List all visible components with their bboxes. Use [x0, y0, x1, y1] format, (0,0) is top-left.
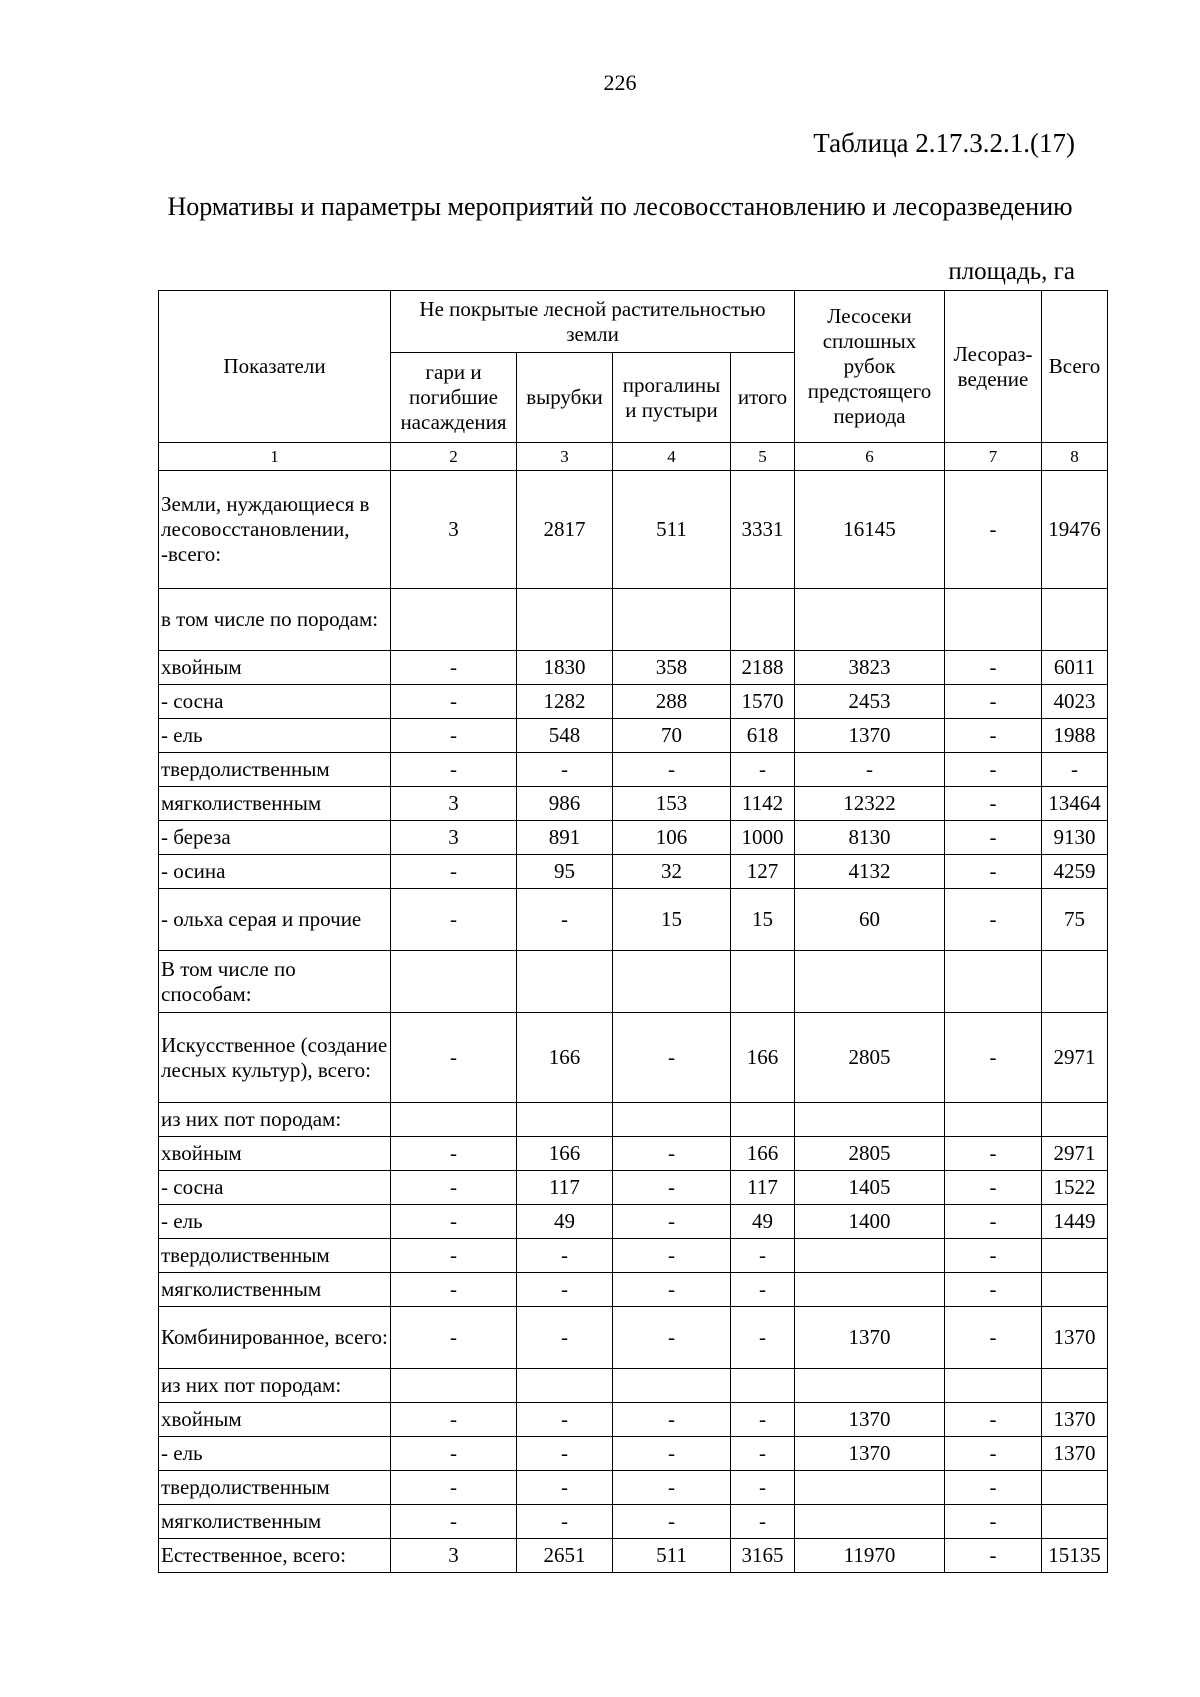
- row-label: Естественное, всего:: [159, 1539, 391, 1573]
- cell-afforestation: -: [945, 855, 1042, 889]
- row-label: - сосна: [159, 685, 391, 719]
- cell-clearcut: 1370: [795, 1437, 945, 1471]
- cell-burned: -: [391, 685, 517, 719]
- cell-cuttings: -: [517, 1273, 613, 1307]
- table-row: [159, 951, 1108, 1013]
- cell-subtotal: [731, 1369, 795, 1403]
- cell-burned: 3: [391, 787, 517, 821]
- column-numbers-row: [159, 443, 1108, 471]
- table-row: [159, 471, 1108, 589]
- cell-clearcut: 2805: [795, 1137, 945, 1171]
- cell-cuttings: [517, 589, 613, 651]
- cell-clearcut: 60: [795, 889, 945, 951]
- cell-glades: -: [613, 1013, 731, 1103]
- table-row: [159, 719, 1108, 753]
- cell-glades: -: [613, 1205, 731, 1239]
- cell-total: [1042, 1103, 1108, 1137]
- column-number: 1: [159, 443, 391, 471]
- row-label: мягколиственным: [159, 787, 391, 821]
- cell-afforestation: -: [945, 1171, 1042, 1205]
- cell-subtotal: -: [731, 753, 795, 787]
- cell-total: 4023: [1042, 685, 1108, 719]
- row-label: мягколиственным: [159, 1273, 391, 1307]
- cell-clearcut: 2805: [795, 1013, 945, 1103]
- cell-subtotal: 1142: [731, 787, 795, 821]
- unit-label: площадь, га: [948, 258, 1075, 285]
- cell-burned: [391, 1369, 517, 1403]
- cell-cuttings: 2651: [517, 1539, 613, 1573]
- cell-burned: -: [391, 1471, 517, 1505]
- cell-total: 1988: [1042, 719, 1108, 753]
- cell-glades: 511: [613, 1539, 731, 1573]
- cell-total: 6011: [1042, 651, 1108, 685]
- table-body: [159, 443, 1108, 1573]
- cell-clearcut: [795, 1239, 945, 1273]
- table-row: [159, 787, 1108, 821]
- table-row: [159, 1307, 1108, 1369]
- cell-glades: [613, 951, 731, 1013]
- cell-total: 75: [1042, 889, 1108, 951]
- cell-afforestation: -: [945, 719, 1042, 753]
- cell-afforestation: -: [945, 821, 1042, 855]
- cell-cuttings: 1282: [517, 685, 613, 719]
- row-label: в том числе по породам:: [159, 589, 391, 651]
- cell-subtotal: 618: [731, 719, 795, 753]
- cell-subtotal: 3165: [731, 1539, 795, 1573]
- row-label: Комбинированное, всего:: [159, 1307, 391, 1369]
- cell-afforestation: -: [945, 1505, 1042, 1539]
- cell-total: 2971: [1042, 1137, 1108, 1171]
- table-row: [159, 1471, 1108, 1505]
- cell-cuttings: -: [517, 1505, 613, 1539]
- cell-clearcut: 1370: [795, 1403, 945, 1437]
- cell-subtotal: -: [731, 1403, 795, 1437]
- cell-clearcut: [795, 1505, 945, 1539]
- cell-subtotal: -: [731, 1505, 795, 1539]
- row-label: В том числе по способам:: [159, 951, 391, 1013]
- cell-glades: 511: [613, 471, 731, 589]
- row-label: твердолиственным: [159, 1239, 391, 1273]
- cell-burned: -: [391, 889, 517, 951]
- cell-cuttings: 1830: [517, 651, 613, 685]
- cell-clearcut: 1400: [795, 1205, 945, 1239]
- table-row: [159, 1403, 1108, 1437]
- cell-clearcut: 12322: [795, 787, 945, 821]
- cell-glades: 32: [613, 855, 731, 889]
- cell-burned: -: [391, 1137, 517, 1171]
- cell-total: 1522: [1042, 1171, 1108, 1205]
- cell-subtotal: 166: [731, 1137, 795, 1171]
- cell-total: -: [1042, 753, 1108, 787]
- cell-afforestation: [945, 951, 1042, 1013]
- cell-total: [1042, 1505, 1108, 1539]
- column-number: 7: [945, 443, 1042, 471]
- cell-total: [1042, 1369, 1108, 1403]
- table-row: [159, 1205, 1108, 1239]
- cell-burned: [391, 589, 517, 651]
- header-glades: прогалины и пустыри: [613, 353, 731, 443]
- cell-burned: [391, 951, 517, 1013]
- cell-glades: [613, 589, 731, 651]
- cell-burned: -: [391, 1239, 517, 1273]
- cell-afforestation: [945, 1103, 1042, 1137]
- header-afforestation: Лесораз-ведение: [945, 291, 1042, 443]
- cell-burned: -: [391, 1307, 517, 1369]
- table-row: [159, 1437, 1108, 1471]
- cell-subtotal: -: [731, 1471, 795, 1505]
- row-label: из них пот породам:: [159, 1369, 391, 1403]
- row-label: - ольха серая и прочие: [159, 889, 391, 951]
- cell-afforestation: -: [945, 1471, 1042, 1505]
- cell-afforestation: -: [945, 1205, 1042, 1239]
- cell-subtotal: [731, 1103, 795, 1137]
- page-number: 226: [603, 70, 637, 95]
- cell-subtotal: 1570: [731, 685, 795, 719]
- cell-glades: -: [613, 753, 731, 787]
- cell-total: 2971: [1042, 1013, 1108, 1103]
- row-label: твердолиственным: [159, 1471, 391, 1505]
- cell-afforestation: -: [945, 685, 1042, 719]
- cell-clearcut: [795, 1273, 945, 1307]
- cell-total: [1042, 1471, 1108, 1505]
- cell-glades: -: [613, 1239, 731, 1273]
- table-row: [159, 1369, 1108, 1403]
- header-uncovered-lands: Не покрытые лесной растительностью земли: [391, 291, 795, 353]
- cell-cuttings: 891: [517, 821, 613, 855]
- cell-burned: -: [391, 651, 517, 685]
- cell-subtotal: -: [731, 1437, 795, 1471]
- cell-total: [1042, 1239, 1108, 1273]
- column-number: 6: [795, 443, 945, 471]
- cell-burned: 3: [391, 821, 517, 855]
- cell-burned: -: [391, 1013, 517, 1103]
- cell-subtotal: 1000: [731, 821, 795, 855]
- cell-clearcut: 2453: [795, 685, 945, 719]
- cell-glades: -: [613, 1171, 731, 1205]
- row-label: хвойным: [159, 1137, 391, 1171]
- cell-clearcut: 4132: [795, 855, 945, 889]
- cell-afforestation: -: [945, 471, 1042, 589]
- cell-cuttings: [517, 951, 613, 1013]
- cell-afforestation: -: [945, 1437, 1042, 1471]
- cell-burned: -: [391, 719, 517, 753]
- cell-total: [1042, 1273, 1108, 1307]
- row-label: Искусственное (создание лесных культур), всего:: [159, 1013, 391, 1103]
- header-indicators: Показатели: [159, 291, 391, 443]
- cell-burned: 3: [391, 471, 517, 589]
- cell-subtotal: 2188: [731, 651, 795, 685]
- cell-cuttings: -: [517, 889, 613, 951]
- table-row: [159, 855, 1108, 889]
- header-burned: гари и погибшие насаждения: [391, 353, 517, 443]
- cell-subtotal: -: [731, 1239, 795, 1273]
- cell-burned: -: [391, 1273, 517, 1307]
- cell-total: 9130: [1042, 821, 1108, 855]
- cell-total: 1370: [1042, 1403, 1108, 1437]
- cell-cuttings: -: [517, 1239, 613, 1273]
- header-clearcut-areas: Лесосеки сплошных рубок предстоящего периода: [795, 291, 945, 443]
- cell-burned: 3: [391, 1539, 517, 1573]
- row-label: - сосна: [159, 1171, 391, 1205]
- cell-burned: [391, 1103, 517, 1137]
- cell-clearcut: [795, 1471, 945, 1505]
- cell-afforestation: -: [945, 1539, 1042, 1573]
- cell-glades: -: [613, 1437, 731, 1471]
- cell-glades: -: [613, 1403, 731, 1437]
- document-title: Нормативы и параметры мероприятий по лесовосстановлению и лесоразведению: [167, 192, 1073, 221]
- column-number: 4: [613, 443, 731, 471]
- cell-burned: -: [391, 1437, 517, 1471]
- cell-cuttings: 166: [517, 1013, 613, 1103]
- column-number: 5: [731, 443, 795, 471]
- column-number: 3: [517, 443, 613, 471]
- cell-clearcut: [795, 1369, 945, 1403]
- cell-glades: -: [613, 1273, 731, 1307]
- cell-clearcut: 8130: [795, 821, 945, 855]
- cell-total: 15135: [1042, 1539, 1108, 1573]
- cell-subtotal: 49: [731, 1205, 795, 1239]
- table-row: [159, 889, 1108, 951]
- table-row: [159, 1273, 1108, 1307]
- table-row: [159, 589, 1108, 651]
- cell-cuttings: [517, 1103, 613, 1137]
- cell-subtotal: [731, 589, 795, 651]
- column-number: 2: [391, 443, 517, 471]
- table-row: [159, 1171, 1108, 1205]
- table-row: [159, 1539, 1108, 1573]
- cell-total: 1370: [1042, 1307, 1108, 1369]
- table-row: [159, 685, 1108, 719]
- cell-afforestation: -: [945, 1239, 1042, 1273]
- header-cuttings: вырубки: [517, 353, 613, 443]
- cell-glades: [613, 1369, 731, 1403]
- cell-afforestation: -: [945, 651, 1042, 685]
- cell-cuttings: -: [517, 753, 613, 787]
- table-row: [159, 651, 1108, 685]
- cell-total: 4259: [1042, 855, 1108, 889]
- row-label: - ель: [159, 1205, 391, 1239]
- cell-clearcut: 3823: [795, 651, 945, 685]
- cell-subtotal: 127: [731, 855, 795, 889]
- cell-cuttings: 117: [517, 1171, 613, 1205]
- cell-cuttings: -: [517, 1471, 613, 1505]
- cell-glades: 15: [613, 889, 731, 951]
- cell-cuttings: 2817: [517, 471, 613, 589]
- row-label: твердолиственным: [159, 753, 391, 787]
- cell-afforestation: -: [945, 787, 1042, 821]
- cell-glades: 288: [613, 685, 731, 719]
- cell-subtotal: 166: [731, 1013, 795, 1103]
- cell-subtotal: -: [731, 1273, 795, 1307]
- header-subtotal: итого: [731, 353, 795, 443]
- cell-subtotal: 3331: [731, 471, 795, 589]
- cell-burned: -: [391, 1171, 517, 1205]
- table-row: [159, 1137, 1108, 1171]
- cell-cuttings: -: [517, 1307, 613, 1369]
- table-row: [159, 1103, 1108, 1137]
- cell-afforestation: [945, 589, 1042, 651]
- row-label: из них пот породам:: [159, 1103, 391, 1137]
- cell-afforestation: -: [945, 1013, 1042, 1103]
- cell-cuttings: 986: [517, 787, 613, 821]
- cell-burned: -: [391, 1403, 517, 1437]
- cell-total: 13464: [1042, 787, 1108, 821]
- cell-burned: -: [391, 1505, 517, 1539]
- cell-clearcut: [795, 1103, 945, 1137]
- cell-clearcut: 16145: [795, 471, 945, 589]
- row-label: хвойным: [159, 651, 391, 685]
- cell-glades: -: [613, 1307, 731, 1369]
- cell-total: [1042, 589, 1108, 651]
- cell-afforestation: -: [945, 1403, 1042, 1437]
- cell-subtotal: -: [731, 1307, 795, 1369]
- cell-clearcut: 1370: [795, 1307, 945, 1369]
- cell-burned: -: [391, 855, 517, 889]
- row-label: мягколиственным: [159, 1505, 391, 1539]
- table-id: Таблица 2.17.3.2.1.(17): [813, 128, 1075, 158]
- cell-subtotal: 15: [731, 889, 795, 951]
- cell-total: 1449: [1042, 1205, 1108, 1239]
- cell-glades: [613, 1103, 731, 1137]
- cell-clearcut: -: [795, 753, 945, 787]
- table-row: [159, 821, 1108, 855]
- row-label: - ель: [159, 719, 391, 753]
- cell-cuttings: 548: [517, 719, 613, 753]
- cell-burned: -: [391, 753, 517, 787]
- cell-glades: -: [613, 1137, 731, 1171]
- cell-cuttings: [517, 1369, 613, 1403]
- cell-afforestation: -: [945, 753, 1042, 787]
- row-label: Земли, нуждающиеся в лесовосстановлении, -всего:: [159, 471, 391, 589]
- cell-cuttings: 95: [517, 855, 613, 889]
- cell-afforestation: -: [945, 889, 1042, 951]
- cell-cuttings: 49: [517, 1205, 613, 1239]
- cell-clearcut: 11970: [795, 1539, 945, 1573]
- cell-clearcut: [795, 951, 945, 1013]
- cell-glades: 106: [613, 821, 731, 855]
- table-row: [159, 1013, 1108, 1103]
- row-label: хвойным: [159, 1403, 391, 1437]
- column-number: 8: [1042, 443, 1108, 471]
- cell-clearcut: 1370: [795, 719, 945, 753]
- table-row: [159, 1505, 1108, 1539]
- cell-cuttings: -: [517, 1403, 613, 1437]
- cell-total: 1370: [1042, 1437, 1108, 1471]
- cell-burned: -: [391, 1205, 517, 1239]
- row-label: - береза: [159, 821, 391, 855]
- cell-glades: 70: [613, 719, 731, 753]
- cell-cuttings: -: [517, 1437, 613, 1471]
- table-row: [159, 753, 1108, 787]
- cell-afforestation: -: [945, 1273, 1042, 1307]
- cell-glades: -: [613, 1471, 731, 1505]
- header-total: Всего: [1042, 291, 1108, 443]
- cell-glades: 358: [613, 651, 731, 685]
- table-row: [159, 1239, 1108, 1273]
- cell-glades: 153: [613, 787, 731, 821]
- cell-afforestation: -: [945, 1137, 1042, 1171]
- forest-measures-table: [158, 290, 1108, 1573]
- cell-afforestation: [945, 1369, 1042, 1403]
- row-label: - ель: [159, 1437, 391, 1471]
- cell-glades: -: [613, 1505, 731, 1539]
- cell-clearcut: [795, 589, 945, 651]
- cell-cuttings: 166: [517, 1137, 613, 1171]
- cell-afforestation: -: [945, 1307, 1042, 1369]
- row-label: - осина: [159, 855, 391, 889]
- cell-clearcut: 1405: [795, 1171, 945, 1205]
- cell-subtotal: [731, 951, 795, 1013]
- cell-subtotal: 117: [731, 1171, 795, 1205]
- cell-total: 19476: [1042, 471, 1108, 589]
- cell-total: [1042, 951, 1108, 1013]
